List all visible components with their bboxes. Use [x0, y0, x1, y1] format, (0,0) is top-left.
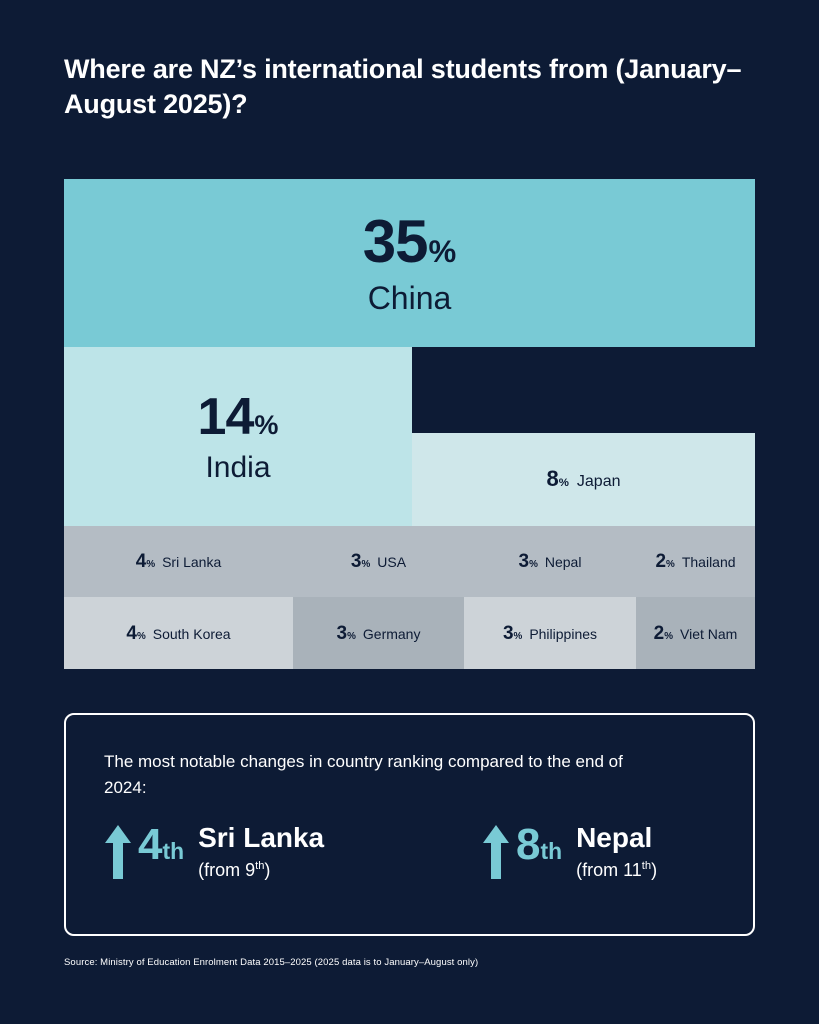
treemap-cell-usa-value: [351, 552, 370, 571]
treemap-cell-thailand-content: [655, 552, 735, 571]
treemap-cell-india: [64, 347, 412, 526]
rank-suffix: th: [540, 838, 563, 864]
rank-change-nepal-rank: [516, 820, 563, 869]
notable-changes-panel: [64, 713, 755, 936]
treemap-cell-philippines: [464, 597, 636, 669]
source-note: Source: Ministry of Education Enrolment Data 2015–2025 (2025 data is to January–August only): [64, 957, 479, 968]
treemap-cell-south-korea-content: [126, 624, 230, 643]
percent-symbol: %: [146, 559, 156, 570]
treemap-cell-philippines-number: 3: [502, 622, 513, 644]
treemap-cell-viet-nam-label: Viet Nam: [680, 625, 738, 642]
notable-changes-lead: The most notable changes in country ranking compared to the end of 2024:: [104, 752, 623, 797]
treemap-cell-usa-number: 3: [350, 551, 361, 572]
treemap-cell-nepal-value: [519, 552, 538, 571]
treemap-cell-germany: [293, 597, 464, 669]
treemap-cell-germany-value: [337, 624, 356, 643]
treemap-cell-china-value: [362, 208, 457, 275]
treemap-cell-germany-label: Germany: [362, 625, 421, 642]
treemap-cell-sri-lanka-label: Sri Lanka: [162, 554, 222, 570]
treemap-cell-india-value: [197, 387, 279, 446]
rank-change-sri-lanka: [104, 820, 325, 881]
treemap-cell-viet-nam: [636, 597, 755, 669]
percent-symbol: %: [666, 559, 675, 570]
treemap-cell-thailand-value: [655, 552, 674, 571]
treemap-cell-japan-number: 8: [546, 466, 558, 491]
rank-number: 4: [138, 820, 163, 869]
percent-symbol: %: [428, 234, 457, 269]
treemap-cell-sri-lanka-content: [136, 552, 222, 571]
rank-change-sri-lanka-country: Sri Lanka: [198, 822, 325, 853]
treemap-cell-thailand-label: Thailand: [681, 554, 736, 570]
from-suffix: th: [641, 860, 652, 873]
percent-symbol: %: [347, 630, 356, 642]
treemap-cell-viet-nam-content: [654, 624, 738, 643]
rank-number: 8: [516, 820, 541, 869]
rank-change-sri-lanka-details: [198, 823, 324, 881]
treemap-cell-china-label: China: [367, 280, 452, 316]
treemap-cell-usa-content: [351, 552, 406, 571]
treemap-cell-usa: [293, 526, 464, 597]
treemap-cell-germany-content: [337, 624, 421, 643]
from-suffix: th: [255, 860, 265, 873]
treemap-cell-china-number: 35: [362, 208, 428, 275]
treemap-cell-thailand: [636, 526, 755, 597]
treemap-cell-sri-lanka-number: 4: [135, 551, 146, 572]
treemap-cell-nepal: [464, 526, 636, 597]
treemap-cell-viet-nam-number: 2: [653, 622, 664, 644]
treemap-cell-nepal-number: 3: [518, 551, 529, 572]
up-arrow-icon: [104, 823, 132, 881]
treemap-cell-india-content: [197, 387, 279, 484]
rank-change-sri-lanka-from: [198, 860, 324, 881]
rank-change-nepal-from: [576, 860, 657, 881]
up-arrow-icon: [482, 823, 510, 881]
treemap-cell-india-label: India: [205, 450, 271, 484]
treemap-cell-sri-lanka-value: [136, 552, 155, 571]
treemap-cell-south-korea-label: South Korea: [152, 625, 231, 642]
rank-change-nepal-country: Nepal: [576, 822, 653, 853]
percent-symbol: %: [558, 477, 569, 489]
treemap-cell-japan-label: Japan: [576, 473, 621, 490]
treemap-cell-india-number: 14: [197, 387, 254, 446]
treemap-cell-philippines-value: [503, 624, 522, 643]
from-close: ): [651, 860, 658, 881]
treemap-cell-china-content: [362, 208, 457, 316]
treemap-cell-philippines-label: Philippines: [529, 625, 598, 642]
percent-symbol: %: [664, 630, 674, 642]
treemap-cell-south-korea-value: [126, 624, 145, 643]
percent-symbol: %: [361, 559, 371, 570]
treemap-cell-germany-number: 3: [336, 622, 347, 644]
treemap-cell-thailand-number: 2: [655, 551, 666, 572]
treemap-cell-japan: [412, 433, 755, 526]
treemap-cell-nepal-label: Nepal: [544, 554, 582, 570]
percent-symbol: %: [136, 630, 146, 642]
page-title: Where are NZ’s international students from (January–August 2025)?: [64, 54, 742, 119]
percent-symbol: %: [529, 559, 538, 570]
treemap-cell-japan-content: [546, 468, 620, 491]
treemap-cell-usa-label: USA: [377, 554, 407, 570]
rank-change-sri-lanka-rank: [138, 820, 185, 869]
rank-change-nepal: [482, 820, 658, 881]
percent-symbol: %: [513, 630, 523, 642]
from-close: ): [264, 860, 271, 881]
treemap-cell-south-korea: [64, 597, 293, 669]
from-prefix: (from 11: [576, 860, 642, 881]
treemap-cell-china: [64, 179, 755, 347]
from-prefix: (from 9: [198, 860, 256, 881]
treemap-chart: [64, 179, 755, 669]
percent-symbol: %: [254, 409, 279, 440]
treemap-cell-japan-value: [546, 468, 568, 490]
rank-suffix: th: [162, 838, 185, 864]
treemap-cell-viet-nam-value: [654, 624, 673, 643]
treemap-cell-nepal-content: [519, 552, 582, 571]
treemap-cell-philippines-content: [503, 624, 597, 643]
treemap-cell-south-korea-number: 4: [126, 622, 136, 644]
treemap-cell-sri-lanka: [64, 526, 293, 597]
rank-change-nepal-details: [576, 823, 657, 881]
